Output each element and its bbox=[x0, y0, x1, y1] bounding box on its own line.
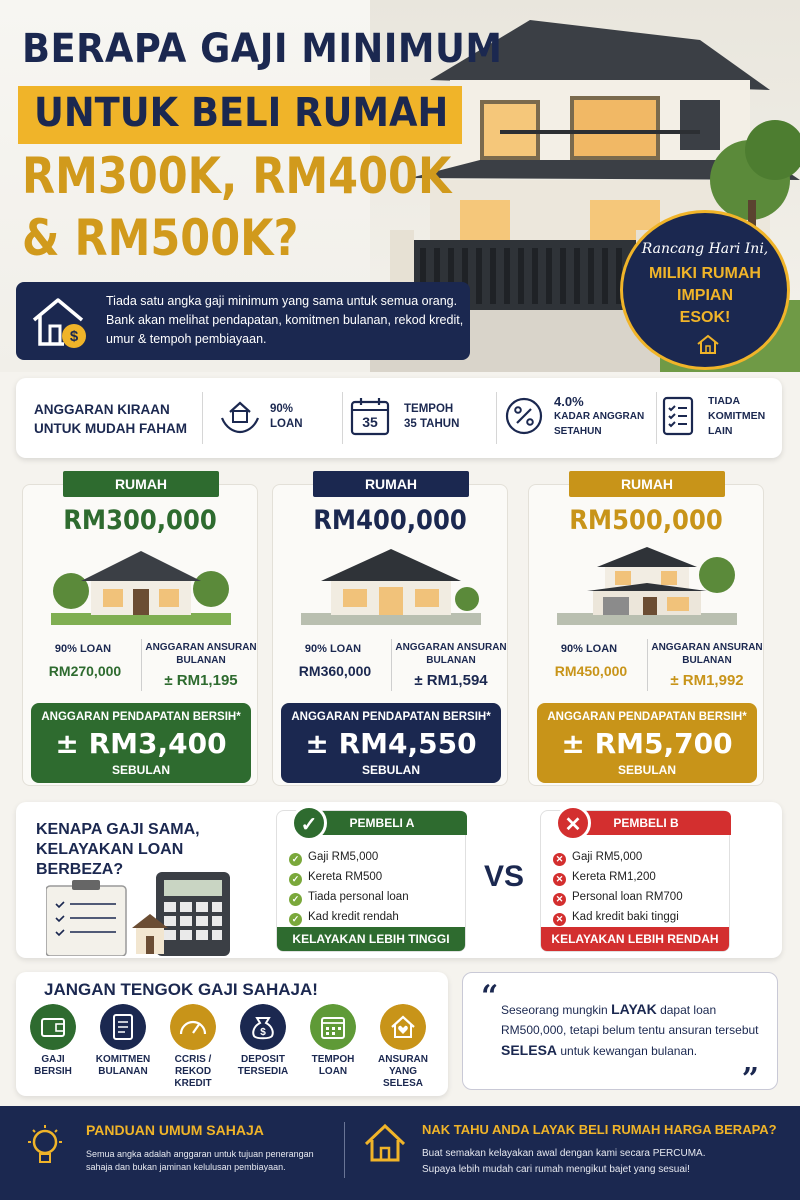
installment-value: ± RM1,992 bbox=[670, 672, 744, 689]
factor-label-line-2: YANG SELESA bbox=[382, 1066, 423, 1089]
installment-label-1: ANGGARAN ANSURAN bbox=[651, 642, 763, 653]
badge-line-2: IMPIAN bbox=[677, 287, 733, 304]
factor-net-salary bbox=[18, 1004, 88, 1078]
list-item-text: Kereta RM1,200 bbox=[572, 871, 656, 883]
double-storey-house-image bbox=[557, 545, 737, 625]
calendar-icon bbox=[310, 1004, 356, 1050]
assumption-rate-label-2: SETAHUN bbox=[554, 426, 602, 437]
income-period: SEBULAN bbox=[111, 763, 170, 777]
wallet-icon bbox=[30, 1004, 76, 1050]
installment-value: ± RM1,195 bbox=[164, 672, 238, 689]
income-period: SEBULAN bbox=[361, 763, 420, 777]
factor-credit-record bbox=[158, 1004, 228, 1090]
assumption-loan bbox=[218, 388, 348, 448]
factor-label-line-1: GAJI bbox=[41, 1054, 65, 1065]
buyer-b-list bbox=[553, 847, 683, 927]
income-box bbox=[537, 703, 757, 783]
assumption-bar bbox=[16, 378, 782, 458]
comparison-title bbox=[36, 820, 200, 880]
income-box bbox=[31, 703, 251, 783]
divider bbox=[391, 639, 392, 691]
factor-affordable-installment bbox=[368, 1004, 438, 1090]
factor-label-line-1: CCRIS / bbox=[174, 1054, 212, 1065]
list-item bbox=[289, 867, 409, 887]
installment-label bbox=[393, 641, 509, 667]
factor-label bbox=[158, 1054, 228, 1090]
cross-icon: ✕ bbox=[553, 893, 566, 906]
card-price: RM400,000 bbox=[313, 505, 467, 536]
bungalow-house-image bbox=[51, 545, 231, 625]
assumption-rate-text bbox=[554, 394, 644, 439]
cross-icon: ✕ bbox=[555, 805, 591, 841]
card-tag: RUMAH bbox=[63, 471, 219, 497]
document-icon bbox=[100, 1004, 146, 1050]
buyer-b-name: PEMBELI B bbox=[561, 811, 731, 835]
cross-icon: ✕ bbox=[553, 873, 566, 886]
footer-desc-2-line-1: Buat semakan kelayakan awal dengan kami secara PERCUMA. bbox=[422, 1148, 706, 1159]
assumption-commitment-line-2: KOMITMEN bbox=[708, 410, 766, 422]
promo-badge bbox=[620, 210, 790, 370]
factor-label-line-2: TERSEDIA bbox=[237, 1066, 289, 1077]
check-icon: ✓ bbox=[289, 913, 302, 926]
divider bbox=[141, 639, 142, 691]
badge-line-3: ESOK! bbox=[679, 309, 731, 326]
checklist-icon bbox=[656, 394, 700, 438]
quote-part-1: Seseorang mungkin bbox=[501, 1003, 612, 1017]
footer-desc-2 bbox=[422, 1146, 792, 1178]
check-icon: ✓ bbox=[291, 805, 327, 841]
divider bbox=[496, 392, 497, 444]
footer-desc-1: Semua angka adalah anggaran untuk tujuan penerangan sahaja dan bukan jaminan kelulusan pembiayaan. bbox=[86, 1149, 314, 1172]
comparison-title-line-1: KENAPA GAJI SAMA, bbox=[36, 821, 200, 838]
quote-box bbox=[462, 972, 778, 1097]
income-label: ANGGARAN PENDAPATAN BERSIH* bbox=[41, 711, 241, 723]
versus-label: VS bbox=[484, 860, 525, 893]
cross-icon: ✕ bbox=[553, 913, 566, 926]
hero-section bbox=[0, 0, 800, 372]
assumption-title bbox=[34, 400, 187, 438]
income-value: ± RM4,550 bbox=[305, 727, 477, 760]
list-item bbox=[289, 907, 409, 927]
loan-value: RM360,000 bbox=[298, 663, 372, 679]
house-money-icon bbox=[30, 294, 90, 350]
income-period: SEBULAN bbox=[617, 763, 676, 777]
list-item bbox=[289, 847, 409, 867]
house-icon bbox=[696, 333, 720, 355]
loan-value: RM270,000 bbox=[48, 663, 122, 679]
list-item bbox=[553, 847, 683, 867]
check-icon: ✓ bbox=[289, 873, 302, 886]
factor-label bbox=[368, 1054, 438, 1090]
divider bbox=[344, 1122, 345, 1178]
factor-label bbox=[228, 1054, 298, 1078]
quote-emphasis-2: SELESA bbox=[501, 1042, 558, 1058]
divider bbox=[647, 639, 648, 691]
list-item-text: Tiada personal loan bbox=[308, 891, 409, 903]
divider bbox=[202, 392, 203, 444]
factor-deposit bbox=[228, 1004, 298, 1078]
house-heart-icon bbox=[380, 1004, 426, 1050]
footer-title-1: PANDUAN UMUM SAHAJA bbox=[86, 1122, 264, 1138]
installment-value: ± RM1,594 bbox=[414, 672, 488, 689]
factors-section bbox=[16, 972, 448, 1096]
factor-label-line-2: BERSIH bbox=[34, 1066, 72, 1077]
installment-label-2: BULANAN bbox=[426, 655, 476, 666]
check-icon: ✓ bbox=[289, 853, 302, 866]
assumption-tenure-label: TEMPOH bbox=[404, 403, 454, 415]
card-tag: RUMAH bbox=[569, 471, 725, 497]
list-item bbox=[553, 867, 683, 887]
factor-label-line-1: ANSURAN bbox=[378, 1054, 428, 1065]
list-item-text: Personal loan RM700 bbox=[572, 891, 683, 903]
loan-label: 90% LOAN bbox=[54, 643, 112, 655]
semi-d-house-image bbox=[301, 545, 481, 625]
income-label: ANGGARAN PENDAPATAN BERSIH* bbox=[547, 711, 747, 723]
comparison-title-line-3: BERBEZA? bbox=[36, 861, 124, 878]
quote-emphasis-1: LAYAK bbox=[611, 1001, 657, 1017]
quote-part-3: untuk kewangan bulanan. bbox=[557, 1044, 698, 1058]
income-box bbox=[281, 703, 501, 783]
factor-label-line-2: REKOD KREDIT bbox=[174, 1066, 212, 1089]
factor-label-line-2: LOAN bbox=[318, 1066, 348, 1077]
income-label: ANGGARAN PENDAPATAN BERSIH* bbox=[291, 711, 491, 723]
assumption-rate-label: KADAR ANGGRAN bbox=[554, 411, 645, 422]
factor-label-line-1: TEMPOH bbox=[311, 1054, 355, 1065]
list-item bbox=[553, 887, 683, 907]
buyer-b-result: KELAYAKAN LEBIH RENDAH bbox=[541, 927, 729, 951]
assumption-commitment-text bbox=[708, 394, 765, 439]
factor-label-line-1: KOMITMEN bbox=[95, 1054, 151, 1065]
factor-label bbox=[88, 1054, 158, 1078]
list-item-text: Kereta RM500 bbox=[308, 871, 383, 883]
factor-label-line-1: DEPOSIT bbox=[241, 1054, 285, 1065]
installment-label-2: BULANAN bbox=[682, 655, 732, 666]
house-hands-icon bbox=[218, 394, 262, 438]
loan-label: 90% LOAN bbox=[560, 643, 618, 655]
factor-label-line-2: BULANAN bbox=[98, 1066, 148, 1077]
comparison-section bbox=[16, 802, 782, 958]
assumption-loan-value: 90% bbox=[270, 403, 294, 415]
factor-tenure bbox=[298, 1004, 368, 1078]
quote-text bbox=[501, 999, 771, 1061]
income-value: ± RM5,700 bbox=[561, 727, 733, 760]
open-quote-icon: “ bbox=[481, 979, 499, 1014]
assumption-loan-label: LOAN bbox=[270, 418, 303, 430]
svg-text:$: $ bbox=[69, 328, 79, 345]
title-line-3: RM300K, RM400K bbox=[22, 147, 452, 205]
assumption-commitment-line-3: LAIN bbox=[708, 425, 733, 437]
house-icon bbox=[362, 1120, 408, 1166]
footer-title-2: NAK TAHU ANDA LAYAK BELI RUMAH HARGA BERAPA? bbox=[422, 1122, 777, 1137]
comparison-title-line-2: KELAYAKAN LOAN bbox=[36, 841, 184, 858]
installment-label-1: ANGGARAN ANSURAN bbox=[145, 642, 257, 653]
calculator-clipboard-image bbox=[46, 872, 246, 956]
check-icon: ✓ bbox=[289, 893, 302, 906]
list-item-text: Kad kredit rendah bbox=[308, 911, 399, 923]
assumption-title-line-2: UNTUK MUDAH FAHAM bbox=[34, 421, 187, 436]
price-card-500k bbox=[528, 476, 764, 786]
buyer-b-card bbox=[540, 810, 730, 952]
assumption-rate-value: 4.0% bbox=[554, 394, 584, 409]
assumption-tenure-value: 35 TAHUN bbox=[404, 418, 460, 430]
installment-label-1: ANGGARAN ANSURAN bbox=[395, 642, 507, 653]
intro-box bbox=[16, 282, 470, 360]
buyer-a-result: KELAYAKAN LEBIH TINGGI bbox=[277, 927, 465, 951]
factor-label bbox=[298, 1054, 368, 1078]
footer bbox=[0, 1106, 800, 1200]
assumption-tenure bbox=[348, 388, 498, 448]
close-quote-icon: ” bbox=[741, 1062, 759, 1097]
lightbulb-icon bbox=[24, 1124, 66, 1170]
gauge-icon bbox=[170, 1004, 216, 1050]
installment-label-2: BULANAN bbox=[176, 655, 226, 666]
percent-icon bbox=[502, 394, 546, 438]
title-line-4: & RM500K? bbox=[22, 209, 299, 267]
installment-label bbox=[649, 641, 765, 667]
title-line-2: UNTUK BELI RUMAH bbox=[34, 90, 449, 136]
cross-icon: ✕ bbox=[553, 853, 566, 866]
divider bbox=[342, 392, 343, 444]
calendar-number: 35 bbox=[362, 414, 378, 430]
buyer-a-name: PEMBELI A bbox=[297, 811, 467, 835]
badge-subtitle: Rancang Hari Ini, bbox=[641, 241, 769, 257]
list-item bbox=[289, 887, 409, 907]
list-item-text: Gaji RM5,000 bbox=[572, 851, 643, 863]
assumption-rate bbox=[502, 388, 652, 448]
assumption-title-line-1: ANGGARAN KIRAAN bbox=[34, 402, 170, 417]
loan-label: 90% LOAN bbox=[304, 643, 362, 655]
assumption-tenure-text bbox=[404, 402, 459, 432]
footer-desc-2-line-2: Supaya lebih mudah cari rumah mengikut bajet yang sesuai! bbox=[422, 1164, 690, 1175]
list-item bbox=[553, 907, 683, 927]
title-line-1: BERAPA GAJI MINIMUM bbox=[22, 26, 503, 72]
badge-line-1: MILIKI RUMAH bbox=[649, 265, 761, 282]
card-price: RM500,000 bbox=[569, 505, 723, 536]
badge-main-text bbox=[623, 263, 787, 329]
assumption-commitment bbox=[656, 388, 780, 448]
factor-label bbox=[18, 1054, 88, 1078]
assumption-loan-text bbox=[270, 402, 303, 432]
factor-commitment bbox=[88, 1004, 158, 1078]
price-card-300k bbox=[22, 476, 258, 786]
list-item-text: Gaji RM5,000 bbox=[308, 851, 379, 863]
assumption-commitment-line-1: TIADA bbox=[708, 395, 741, 407]
factors-title: JANGAN TENGOK GAJI SAHAJA! bbox=[44, 980, 318, 999]
income-value: ± RM3,400 bbox=[55, 727, 227, 760]
card-tag: RUMAH bbox=[313, 471, 469, 497]
list-item-text: Kad kredit baki tinggi bbox=[572, 911, 679, 923]
installment-label bbox=[143, 641, 259, 667]
intro-text: Tiada satu angka gaji minimum yang sama untuk semua orang. Bank akan melihat pendapatan, komitmen bulanan, rekod kredit, umur & tempoh pembiayaan. bbox=[106, 294, 464, 346]
price-card-400k bbox=[272, 476, 508, 786]
svg-text:$: $ bbox=[260, 1027, 266, 1038]
money-bag-icon bbox=[240, 1004, 286, 1050]
buyer-a-list bbox=[289, 847, 409, 927]
buyer-a-card bbox=[276, 810, 466, 952]
card-price: RM300,000 bbox=[63, 505, 217, 536]
loan-value: RM450,000 bbox=[554, 663, 628, 679]
quote-part-2: dapat loan RM500,000, tetapi belum tentu ansuran tersebut bbox=[501, 1003, 759, 1037]
